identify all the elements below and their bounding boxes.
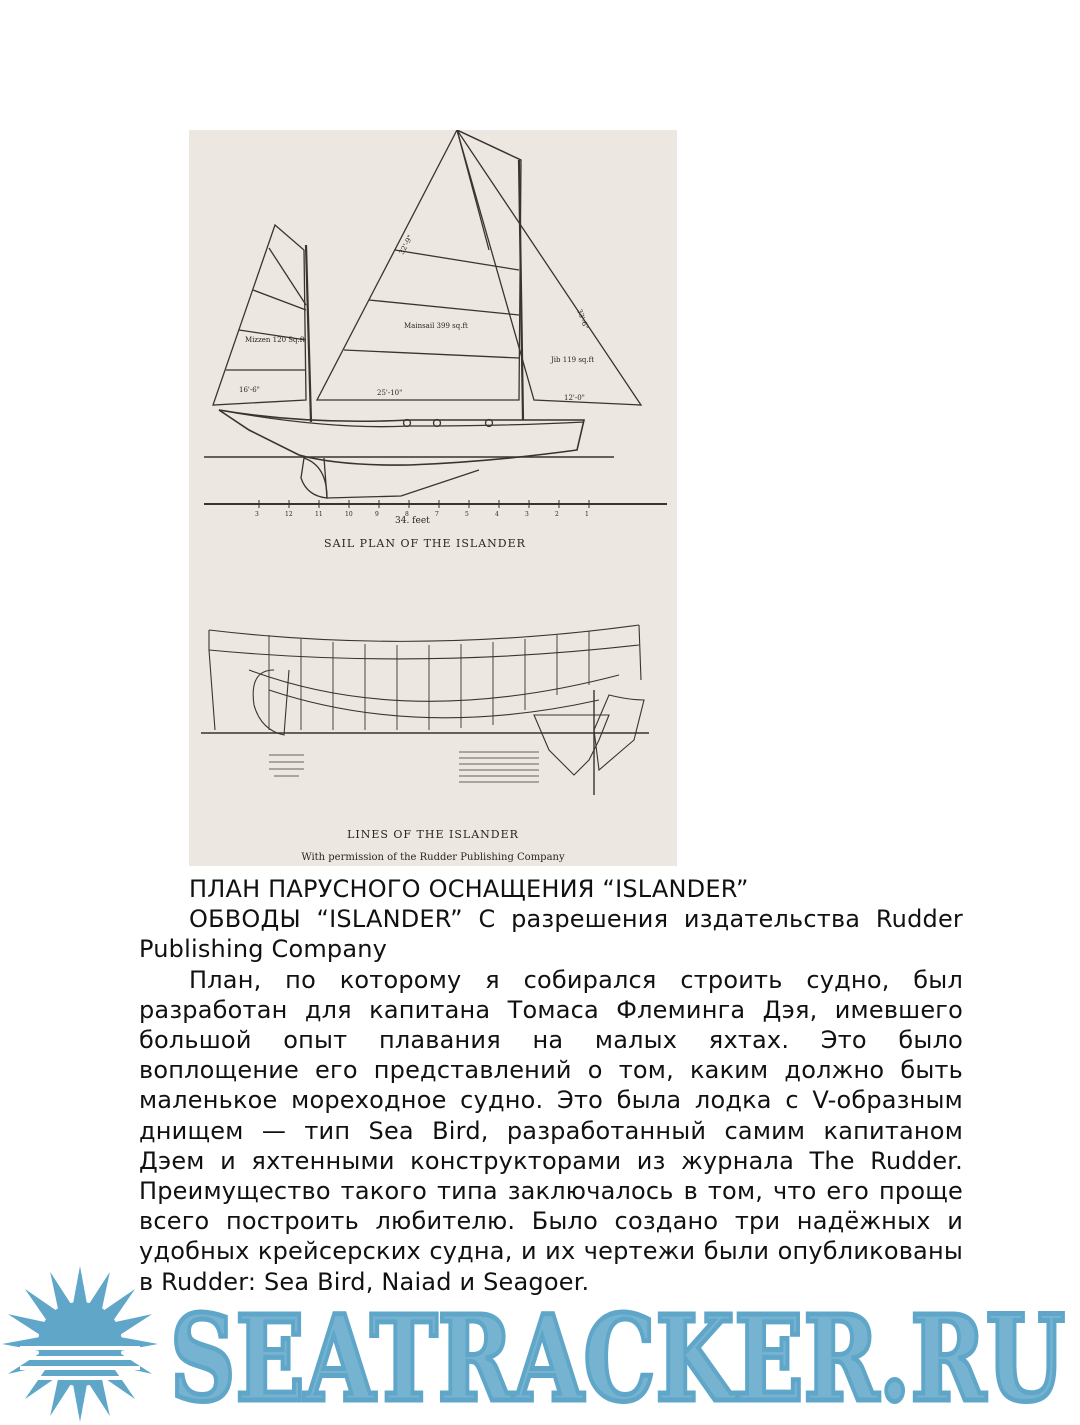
main-area-label: Mainsail 399 sq.ft	[404, 322, 468, 330]
jib-foot-label: 12'-0"	[564, 394, 585, 402]
mizzen-area-label: Mizzen 120 Sq.ft	[245, 336, 306, 344]
main-luff-label: 32'-9"	[397, 233, 415, 256]
svg-text:9: 9	[375, 511, 379, 518]
svg-text:2: 2	[555, 511, 559, 518]
figure-caption-1: ПЛАН ПАРУСНОГО ОСНАЩЕНИЯ “ISLANDER”	[189, 875, 749, 903]
main-boom-label: 25'-10"	[377, 389, 403, 397]
sun-logo-icon	[2, 1266, 158, 1422]
yacht-drawing	[189, 130, 677, 866]
svg-text:5: 5	[465, 511, 469, 518]
body-text	[139, 874, 963, 1297]
svg-text:7: 7	[435, 511, 439, 518]
svg-text:1: 1	[585, 511, 589, 518]
svg-text:10: 10	[345, 511, 353, 518]
svg-text:3: 3	[525, 511, 529, 518]
lines-caption: LINES OF THE ISLANDER	[347, 828, 519, 841]
jib-leech-label: 33'-6"	[575, 307, 590, 331]
svg-text:3: 3	[255, 511, 259, 518]
svg-text:SEATRACKER.RU: SEATRACKER.RU	[170, 1289, 1065, 1425]
svg-text:4: 4	[495, 511, 499, 518]
scale-label: 34. feet	[395, 516, 430, 526]
paragraph: План, по которому я собирался строить судно, был разработан для капитана Томаса Флеминга Дэя, имевшего большой опыт плавания на малых яхтах. Это было воплощение его представлений о том, каким должно быть маленькое мореходное судно. Это была лодка с V-образным днищем — тип Sea Bird, разработанный самим капитаном Дэем и яхтенными конструкторами из журнала The Rudder. Преимущество такого типа заключалось в том, что его проще всего построить любителю. Было создано три надёжных и удобных крейсерских судна, и их чертежи были опубликованы в Rudder: Sea Bird, Naiad и Seagoer.	[139, 965, 963, 1296]
svg-text:11: 11	[315, 511, 323, 518]
seatracker-watermark	[0, 1262, 1080, 1425]
watermark-text: SEATRACKER.RU	[170, 1289, 1065, 1425]
mizzen-boom-label: 16'-6"	[239, 386, 260, 394]
permission-caption: With permission of the Rudder Publishing Company	[301, 852, 565, 863]
jib-area-label: Jib 119 sq.ft	[551, 356, 595, 364]
sail-plan-caption: SAIL PLAN OF THE ISLANDER	[324, 537, 526, 550]
sail-plan-illustration	[189, 130, 677, 866]
svg-text:12: 12	[285, 511, 293, 518]
svg-text:8: 8	[405, 511, 409, 518]
figure-caption-2: ОБВОДЫ “ISLANDER” С разрешения издательства Rudder Publishing Company	[139, 905, 963, 964]
